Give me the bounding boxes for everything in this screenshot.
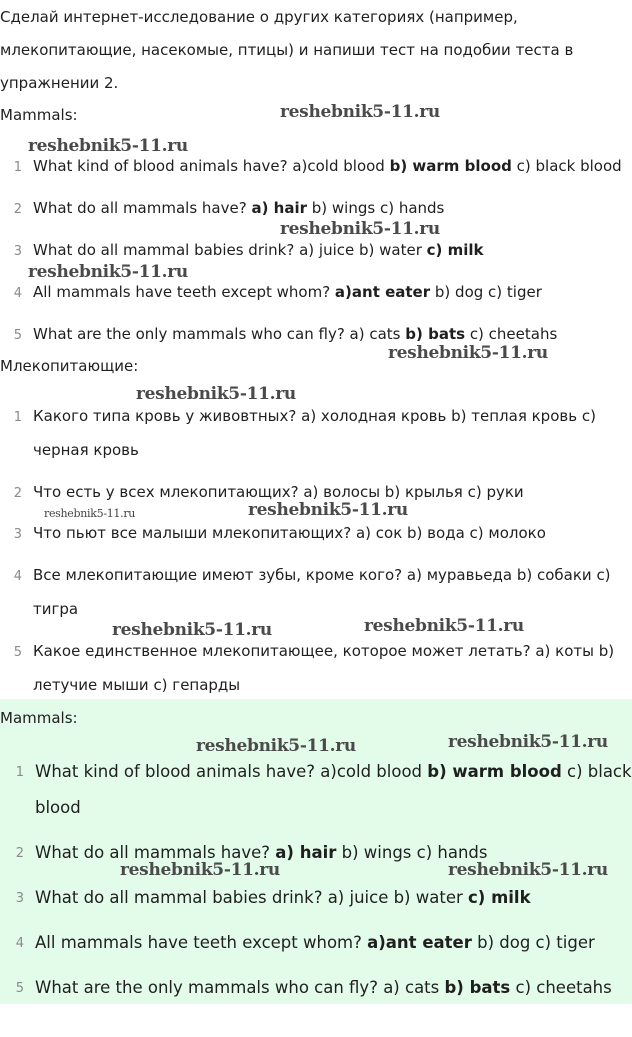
list-number: 4 (15, 936, 24, 951)
watermark: reshebnik5-11.ru (112, 620, 272, 640)
list-number: 3 (13, 527, 22, 542)
watermark: reshebnik5-11.ru (248, 500, 408, 520)
list-number: 4 (13, 569, 22, 584)
watermark: reshebnik5-11.ru (28, 136, 188, 156)
watermark: reshebnik5-11.ru (388, 343, 548, 363)
section3-heading: Mammals: (0, 709, 78, 727)
list-item-line: Какое единственное млекопитающее, которое может летать? а) коты b) (33, 642, 615, 660)
list-number: 1 (15, 765, 24, 780)
list-item-line: летучие мыши с) гепарды (33, 676, 241, 694)
intro-line-2: млекопитающие, насекомые, птицы) и напиши тест на подобии теста в (0, 41, 574, 59)
list-item-line: черная кровь (33, 441, 139, 459)
list-item: What kind of blood animals have? a)cold blood b) warm blood c) black blood (33, 157, 622, 175)
watermark: reshebnik5-11.ru (364, 616, 524, 636)
list-number: 1 (13, 160, 22, 175)
watermark: reshebnik5-11.ru (448, 732, 608, 752)
list-item-line: тигра (33, 600, 79, 618)
list-item-line: Что есть у всех млекопитающих? а) волосы b) крылья с) руки (33, 483, 524, 501)
list-item-line: Что пьют все малыши млекопитающих? а) сок b) вода c) молоко (33, 524, 546, 542)
list-number: 2 (13, 486, 22, 501)
section2-heading: Млекопитающие: (0, 357, 139, 375)
list-item-line: blood (35, 798, 81, 817)
list-item-line: Какого типа кровь у живовтных? а) холодная кровь b) теплая кровь c) (33, 407, 596, 425)
intro-line-3: упражнении 2. (0, 74, 119, 92)
list-item: What do all mammals have? a) hair b) wings c) hands (35, 843, 488, 862)
watermark: reshebnik5-11.ru (28, 262, 188, 282)
list-item: What are the only mammals who can fly? a) cats b) bats c) cheetahs (33, 325, 558, 343)
list-number: 3 (15, 891, 24, 906)
list-number: 3 (13, 244, 22, 259)
watermark: reshebnik5-11.ru (120, 860, 280, 880)
list-item: What do all mammals have? a) hair b) wings c) hands (33, 199, 445, 217)
list-number: 5 (13, 645, 22, 660)
watermark: reshebnik5-11.ru (136, 384, 296, 404)
list-number: 2 (15, 846, 24, 861)
list-item: What are the only mammals who can fly? a) cats b) bats c) cheetahs (35, 978, 612, 997)
watermark: reshebnik5-11.ru (448, 860, 608, 880)
list-item-line: Все млекопитающие имеют зубы, кроме кого? а) муравьеда b) собаки c) (33, 566, 611, 584)
watermark: reshebnik5-11.ru (44, 507, 136, 520)
list-number: 4 (13, 286, 22, 301)
watermark: reshebnik5-11.ru (280, 219, 440, 239)
list-number: 2 (13, 202, 22, 217)
intro-line-1: Сделай интернет-исследование о других категориях (например, (0, 8, 518, 26)
list-number: 5 (15, 981, 24, 996)
list-number: 5 (13, 328, 22, 343)
watermark: reshebnik5-11.ru (280, 102, 440, 122)
section1-heading: Mammals: (0, 106, 78, 124)
list-item: All mammals have teeth except whom? a)ant eater b) dog c) tiger (35, 933, 595, 952)
list-number: 1 (13, 410, 22, 425)
list-item: What kind of blood animals have? a)cold blood b) warm blood c) black (35, 762, 632, 781)
watermark: reshebnik5-11.ru (196, 736, 356, 756)
list-item: What do all mammal babies drink? a) juice b) water c) milk (35, 888, 531, 907)
list-item: What do all mammal babies drink? a) juice b) water c) milk (33, 241, 484, 259)
list-item: All mammals have teeth except whom? a)ant eater b) dog c) tiger (33, 283, 542, 301)
